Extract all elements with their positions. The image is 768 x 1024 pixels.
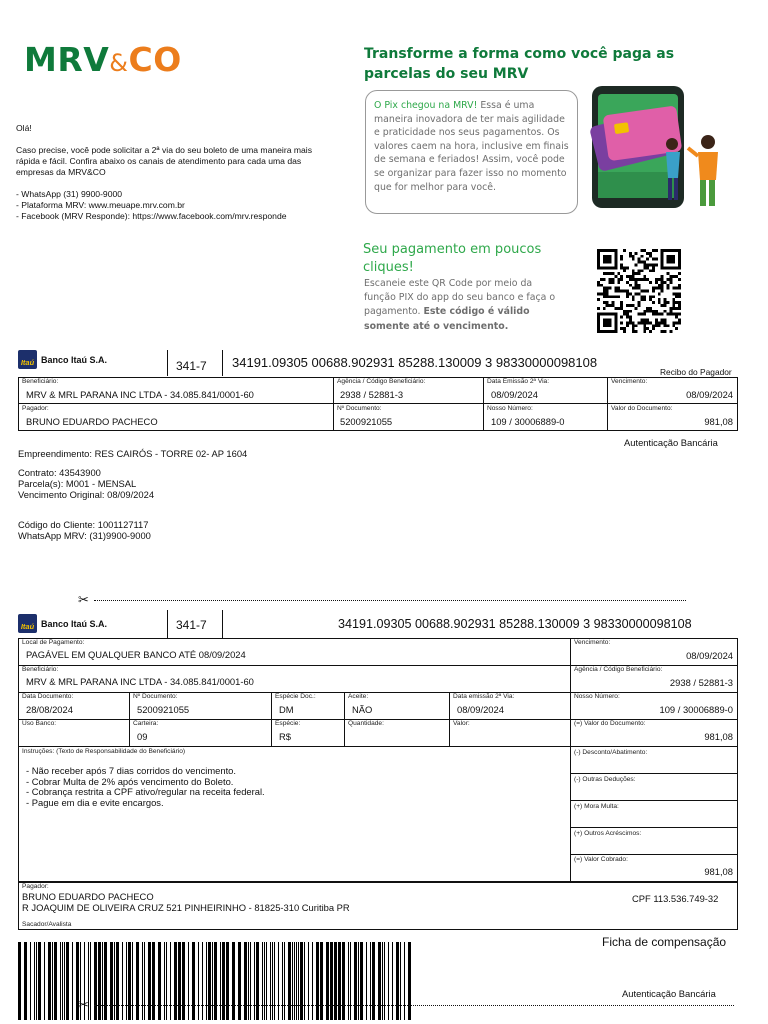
receipt-title: Recibo do Pagador	[660, 367, 732, 377]
receipt-vencimento-label: Vencimento:	[611, 378, 648, 385]
data-documento: 28/08/2024	[26, 704, 73, 715]
receipt-data-emissao: 08/09/2024	[491, 389, 538, 400]
pay-text	[364, 277, 564, 334]
num-documento-label: Nº Documento:	[133, 693, 178, 700]
slip-agencia-label: Agência / Código Beneficiário:	[574, 666, 663, 673]
outras-deducoes-label: (-) Outras Deduções:	[574, 776, 636, 783]
channel-facebook: - Facebook (MRV Responde): https://www.facebook.com/mrv.responde	[16, 211, 287, 221]
scissors-icon: ✂	[78, 592, 89, 607]
contrato: Contrato: 43543900	[18, 467, 101, 478]
slip-digitable-line[interactable]: 34191.09305 00688.902931 85288.130009 3 98330000098108	[338, 617, 692, 631]
slip-bank-logo	[18, 614, 107, 633]
logo-amp-text: &	[109, 49, 129, 77]
slip-autenticacao: Autenticação Bancária	[622, 988, 716, 999]
bank-logo	[18, 350, 107, 369]
empreendimento: Empreendimento: RES CAIRÓS - TORRE 02- AP 1604	[18, 448, 248, 459]
receipt-data-emissao-label: Data Emissão 2ª Via:	[487, 378, 550, 385]
slip-pagador-label: Pagador:	[22, 883, 49, 890]
intro-body: Caso precise, você pode solicitar a 2ª via do seu boleto de uma maneira mais rápida e fácil. Confira abaixo os canais de atendimento para cada uma das empresas da MRV&CO	[16, 145, 313, 177]
instrucao-item: - Cobrança restrita a CPF ativo/regular na receita federal.	[26, 786, 265, 797]
pay-text-body: Escaneie este QR Code por meio da função PIX do app do seu banco e faça o pagamento.	[364, 278, 556, 318]
intro-text	[16, 123, 316, 222]
receipt-vencimento: 08/09/2024	[686, 389, 733, 400]
mora-multa-label: (+) Mora Multa:	[574, 803, 619, 810]
promo-title: Transforme a forma como você paga as parcelas do seu MRV	[364, 46, 675, 82]
pix-lead: O Pix chegou na MRV!	[374, 100, 478, 111]
desconto-label: (-) Desconto/Abatimento:	[574, 749, 648, 756]
slip-beneficiario-label: Beneficiário:	[22, 666, 59, 673]
pix-qr-code[interactable]	[595, 249, 683, 333]
greeting: Olá!	[16, 123, 32, 133]
local-pagamento-label: Local de Pagamento:	[22, 639, 85, 646]
whatsapp-mrv: WhatsApp MRV: (31)9900-9000	[18, 530, 151, 541]
codigo-cliente: Código do Cliente: 1001127117	[18, 519, 149, 530]
slip-data-emissao: 08/09/2024	[457, 704, 504, 715]
slip-beneficiario: MRV & MRL PARANA INC LTDA - 34.085.841/0001-60	[26, 676, 254, 687]
slip-cpf: CPF 113.536.749-32	[632, 893, 719, 904]
carteira: 09	[137, 731, 148, 742]
instrucoes-list	[26, 766, 265, 808]
pix-text: Essa é uma maneira inovadora de ter mais agilidade e praticidade nos seus pagamentos. Os valores caem na hora, inclusive em finais de semana e feriados! Assim, você pode se organizar para fazer isso no momento que for melhor para você.	[374, 100, 569, 193]
sacador-label: Sacador/Avalista	[22, 921, 72, 928]
instrucoes-label: Instruções: (Texto de Responsabilidade do Beneficiário)	[22, 748, 186, 755]
slip-vencimento: 08/09/2024	[686, 650, 733, 661]
vencimento-original: Vencimento Original: 08/09/2024	[18, 489, 155, 500]
slip-pagador-endereco: R JOAQUIM DE OLIVEIRA CRUZ 521 PINHEIRINHO - 81825-310 Curitiba PR	[22, 902, 350, 913]
receipt-valor: 981,08	[704, 416, 733, 427]
receipt-valor-label: Valor do Documento:	[611, 405, 673, 412]
data-documento-label: Data Documento:	[22, 693, 74, 700]
mrv-logo	[24, 40, 182, 79]
slip-pagador-nome: BRUNO EDUARDO PACHECO	[22, 891, 154, 902]
pay-title: Seu pagamento em poucos cliques!	[363, 242, 542, 275]
receipt-agencia: 2938 / 52881-3	[340, 389, 404, 400]
outros-acrescimos-label: (+) Outros Acréscimos:	[574, 830, 642, 837]
channel-whatsapp: - WhatsApp (31) 9900-9000	[16, 189, 123, 199]
itau-logo-icon: Itaú	[18, 614, 37, 633]
especie-doc-label: Espécie Doc.:	[275, 693, 316, 700]
receipt-pagador-label: Pagador:	[22, 405, 49, 412]
slip-bank-code: 341-7	[176, 618, 207, 632]
valor-cobrado: 981,08	[704, 866, 733, 877]
slip-vencimento-label: Vencimento:	[574, 639, 611, 646]
valor-documento: 981,08	[704, 731, 733, 742]
slip-nosso-numero: 109 / 30006889-0	[659, 704, 733, 715]
valor-cobrado-label: (=) Valor Cobrado:	[574, 856, 628, 863]
phone-payment-illustration	[590, 82, 730, 214]
slip-table	[18, 638, 738, 882]
cut-line	[94, 1005, 734, 1006]
aceite-label: Aceite:	[348, 693, 369, 700]
logo-mrv-text: MRV	[24, 40, 110, 79]
receipt-agencia-label: Agência / Código Beneficiário:	[337, 378, 426, 385]
uso-banco-label: Uso Banco:	[22, 720, 57, 727]
carteira-label: Carteira:	[133, 720, 159, 727]
especie: R$	[279, 731, 291, 742]
receipt-beneficiario: MRV & MRL PARANA INC LTDA - 34.085.841/0001-60	[26, 389, 254, 400]
local-pagamento: PAGÁVEL EM QUALQUER BANCO ATÉ 08/09/2024	[26, 649, 246, 660]
pay-text-bold: Este código é válido somente até o vencimento.	[364, 306, 530, 332]
num-documento: 5200921055	[137, 704, 190, 715]
especie-doc: DM	[279, 704, 294, 715]
instrucao-item: - Não receber após 7 dias corridos do vencimento.	[26, 765, 237, 776]
slip-nosso-numero-label: Nosso Número:	[574, 693, 620, 700]
aceite: NÃO	[352, 704, 373, 715]
slip-bank-name: Banco Itaú S.A.	[41, 618, 108, 629]
bank-code: 341-7	[176, 359, 207, 373]
parcela: Parcela(s): M001 - MENSAL	[18, 478, 137, 489]
receipt-nosso-numero: 109 / 30006889-0	[491, 416, 565, 427]
scissors-icon: ✂	[78, 997, 89, 1012]
pix-info-box	[365, 90, 578, 214]
instrucao-item: - Pague em dia e evite encargos.	[26, 796, 164, 808]
slip-data-emissao-label: Data emissão 2ª Via:	[453, 693, 515, 700]
receipt-nosso-numero-label: Nosso Número:	[487, 405, 533, 412]
slip-agencia: 2938 / 52881-3	[669, 677, 733, 688]
digitable-line[interactable]: 34191.09305 00688.902931 85288.130009 3 98330000098108	[232, 355, 598, 370]
bank-name: Banco Itaú S.A.	[41, 354, 108, 365]
quantidade-label: Quantidade:	[348, 720, 384, 727]
receipt-documento-label: Nº Documento:	[337, 405, 382, 412]
cut-line	[94, 600, 686, 601]
valor-documento-label: (=) Valor do Documento:	[574, 720, 646, 727]
receipt-beneficiario-label: Beneficiário:	[22, 378, 59, 385]
channel-platform: - Plataforma MRV: www.meuape.mrv.com.br	[16, 200, 185, 210]
especie-label: Espécie:	[275, 720, 301, 727]
itau-logo-icon: Itaú	[18, 350, 37, 369]
logo-co-text: CO	[128, 40, 182, 79]
receipt-pagador: BRUNO EDUARDO PACHECO	[26, 416, 158, 427]
ficha-compensacao: Ficha de compensação	[602, 935, 727, 949]
valor-label: Valor:	[453, 720, 470, 727]
receipt-documento: 5200921055	[340, 416, 393, 427]
receipt-autenticacao: Autenticação Bancária	[624, 437, 718, 448]
instrucao-item: - Cobrar Multa de 2% após vencimento do Boleto.	[26, 775, 234, 787]
